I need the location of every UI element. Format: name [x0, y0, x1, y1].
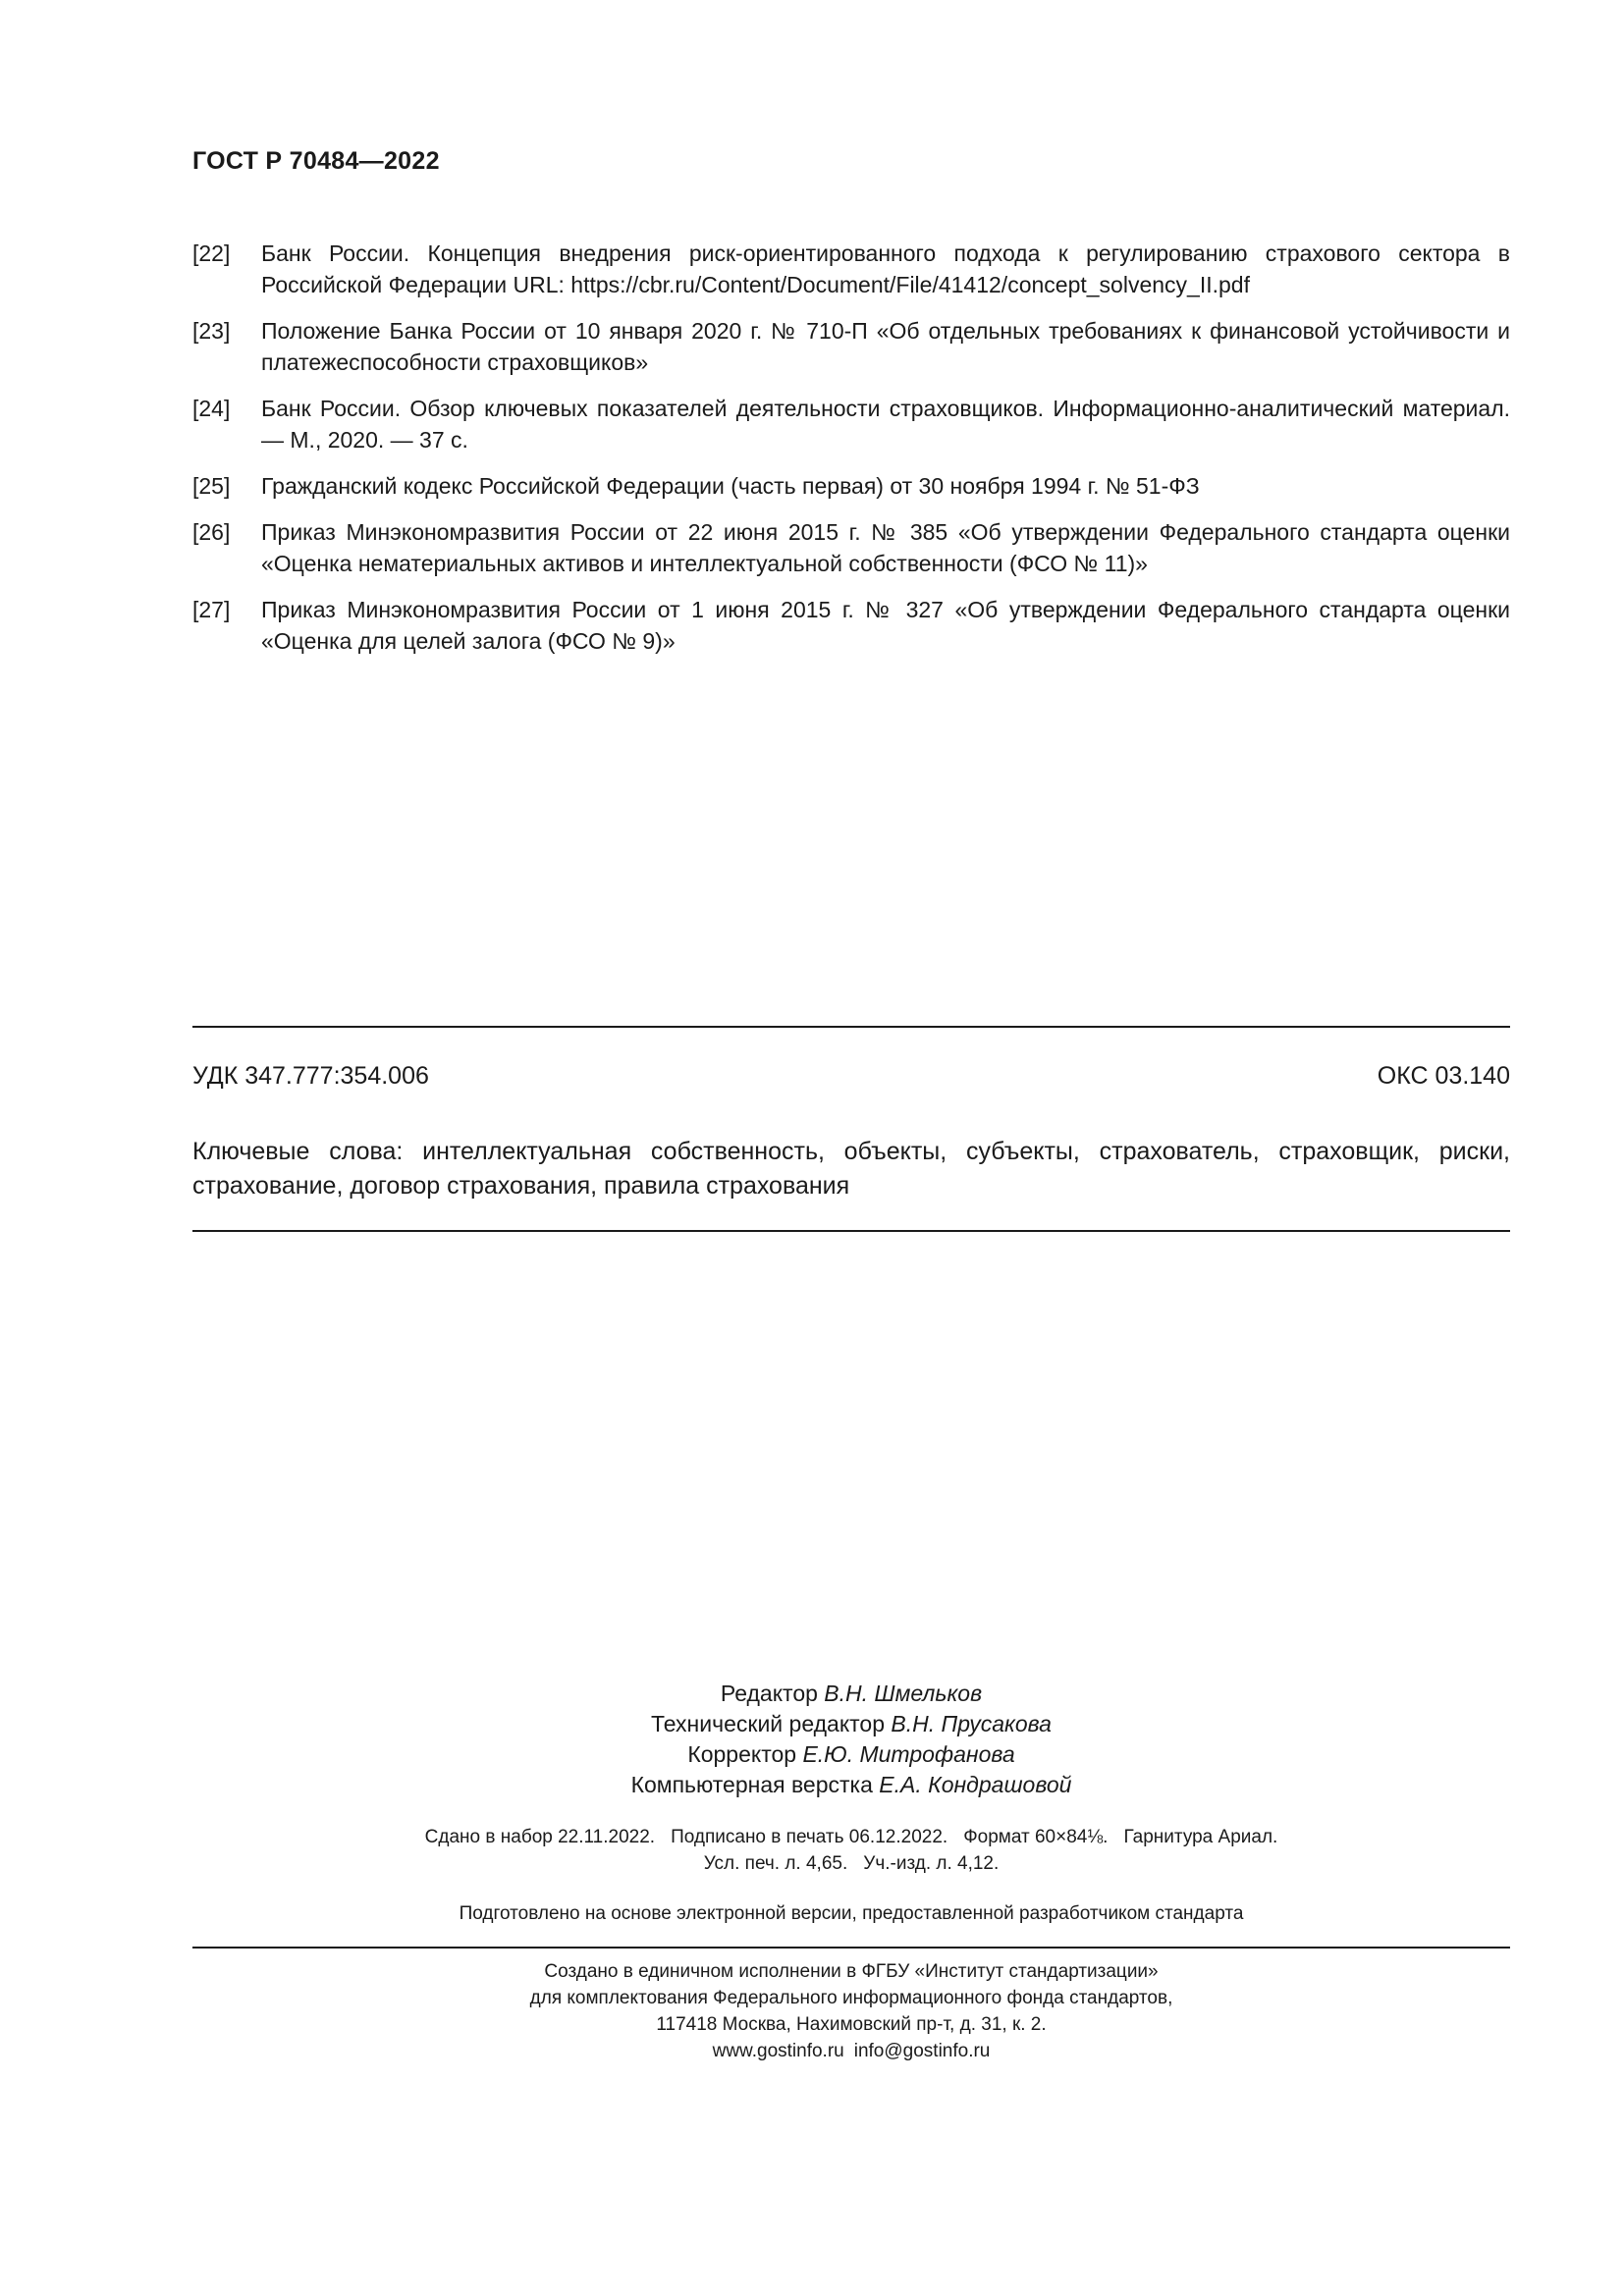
reference-text: Приказ Минэкономразвития России от 1 июня 2015 г. № 327 «Об утверждении Федерального стандарта оценки «Оценка для целей залога (ФСО № 9)»: [261, 597, 1510, 654]
credit-name: В.Н. Шмельков: [824, 1681, 983, 1706]
credit-corrector: [192, 1739, 1510, 1770]
references-list: [192, 238, 1510, 671]
format: Формат 60×84⅛.: [963, 1827, 1109, 1847]
divider-top: [192, 1026, 1510, 1028]
credit-name: Е.А. Кондрашовой: [879, 1772, 1072, 1797]
signed-date: Подписано в печать 06.12.2022.: [671, 1827, 948, 1847]
credits-block: [192, 1679, 1510, 1800]
reference-number: [25]: [192, 473, 231, 499]
credit-editor: [192, 1679, 1510, 1709]
page-header-standard-code: ГОСТ Р 70484—2022: [192, 147, 440, 175]
divider-bottom: [192, 1947, 1510, 1949]
reference-item: [192, 594, 1510, 657]
reference-item: [192, 238, 1510, 300]
credit-role: Корректор: [687, 1741, 797, 1767]
reference-text: Приказ Минэкономразвития России от 22 июня 2015 г. № 385 «Об утверждении Федерального стандарта оценки «Оценка нематериальных активов и интеллектуальной собственности (ФСО № 11)»: [261, 519, 1510, 576]
reference-item: [192, 516, 1510, 579]
oks-code: ОКС 03.140: [1377, 1062, 1510, 1090]
credit-layout: [192, 1770, 1510, 1800]
udk-code: УДК 347.777:354.006: [192, 1062, 429, 1090]
email-link[interactable]: info@gostinfo.ru: [853, 2041, 991, 2061]
reference-number: [23]: [192, 318, 231, 344]
reference-item: [192, 470, 1510, 502]
typeset-date: Сдано в набор 22.11.2022.: [424, 1827, 656, 1847]
credit-name: В.Н. Прусакова: [891, 1711, 1052, 1736]
credit-role: Технический редактор: [651, 1711, 886, 1736]
website-link[interactable]: www.gostinfo.ru: [712, 2041, 844, 2061]
typeface: Гарнитура Ариал.: [1123, 1827, 1278, 1847]
publisher-sheets: Уч.-изд. л. 4,12.: [863, 1853, 1000, 1874]
reference-number: [24]: [192, 396, 231, 421]
reference-number: [26]: [192, 519, 231, 545]
publisher-block: [192, 1958, 1510, 2064]
publisher-line-2: для комплектования Федерального информационного фонда стандартов,: [529, 1988, 1173, 2008]
reference-item: [192, 393, 1510, 455]
reference-text: Положение Банка России от 10 января 2020 г. № 710-П «Об отдельных требованиях к финансовой устойчивости и платежеспособности страховщиков»: [261, 318, 1510, 375]
reference-item: [192, 315, 1510, 378]
publisher-line-3: 117418 Москва, Нахимовский пр-т, д. 31, к. 2.: [656, 2014, 1047, 2035]
reference-number: [27]: [192, 597, 231, 622]
divider-keywords: [192, 1230, 1510, 1232]
reference-text: Гражданский кодекс Российской Федерации (часть первая) от 30 ноября 1994 г. № 51-ФЗ: [261, 473, 1200, 499]
print-sheets: Усл. печ. л. 4,65.: [703, 1853, 848, 1874]
credit-tech-editor: [192, 1709, 1510, 1739]
prepared-note: Подготовлено на основе электронной версии, предоставленной разработчиком стандарта: [459, 1903, 1244, 1924]
print-info: [192, 1824, 1510, 1877]
publisher-line-1: Создано в единичном исполнении в ФГБУ «Институт стандартизации»: [544, 1961, 1159, 1982]
reference-number: [22]: [192, 240, 231, 266]
reference-text: Банк России. Концепция внедрения риск-ориентированного подхода к регулированию страхового сектора в Российской Федерации URL: https://cbr.ru/Content/Document/File/41412/concept_solvency_II.pdf: [261, 240, 1510, 297]
keywords: Ключевые слова: интеллектуальная собственность, объекты, субъекты, страхователь, страховщик, риски, страхование, договор страхования, правила страхования: [192, 1138, 1510, 1200]
credit-role: Редактор: [720, 1681, 818, 1706]
credit-role: Компьютерная верстка: [630, 1772, 873, 1797]
print-info-line-1: [192, 1824, 1510, 1850]
print-info-line-2: [192, 1850, 1510, 1877]
reference-text: Банк России. Обзор ключевых показателей деятельности страховщиков. Информационно-аналитический материал. — М., 2020. — 37 с.: [261, 396, 1510, 453]
credit-name: Е.Ю. Митрофанова: [802, 1741, 1015, 1767]
publisher-contacts: [192, 2038, 1510, 2064]
